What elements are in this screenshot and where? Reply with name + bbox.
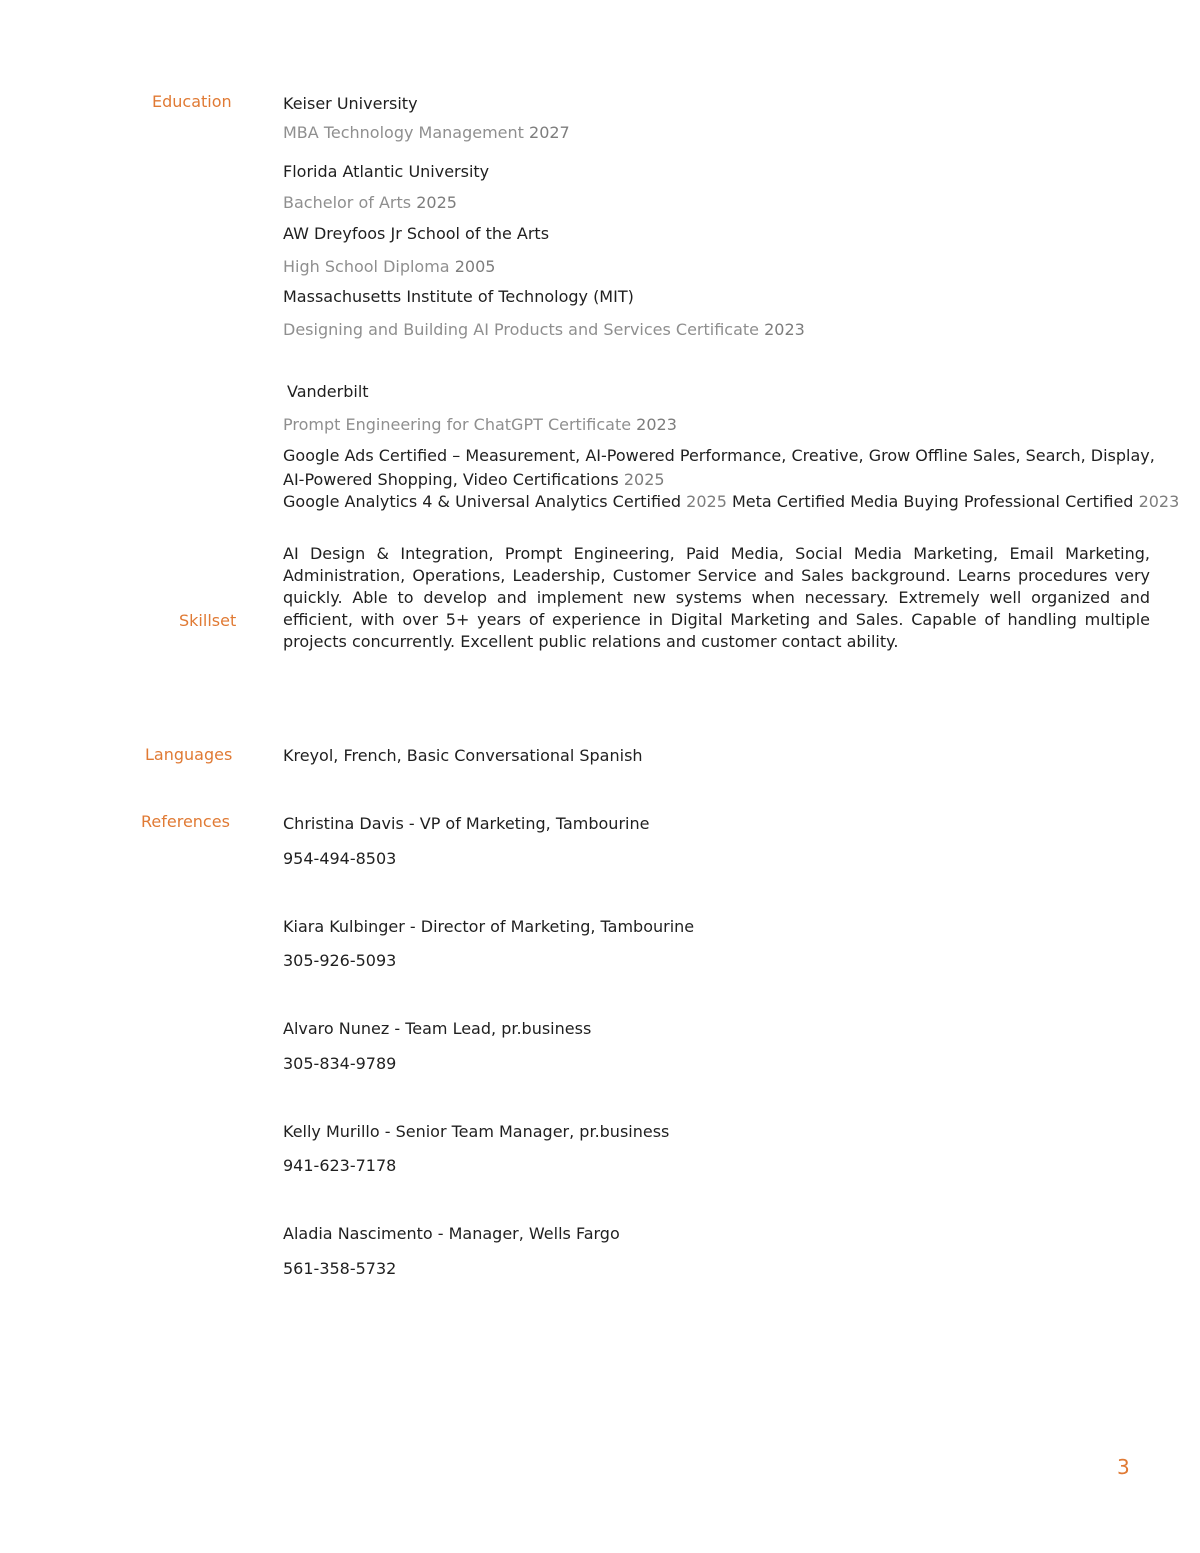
languages-text: Kreyol, French, Basic Conversational Spanish — [283, 746, 643, 765]
references-label: References — [141, 812, 230, 831]
google-ads-cert-text: AI-Powered Shopping, Video Certifications — [283, 470, 619, 489]
education-degree — [283, 257, 495, 277]
education-degree — [283, 320, 805, 340]
reference-phone: 305-926-5093 — [283, 951, 397, 970]
degree-name: Bachelor of Arts — [283, 193, 412, 212]
reference-name: Aladia Nascimento - Manager, Wells Fargo — [283, 1224, 620, 1243]
degree-year: 2023 — [764, 320, 805, 339]
page-number: 3 — [1117, 1455, 1130, 1479]
reference-name: Christina Davis - VP of Marketing, Tambourine — [283, 814, 650, 833]
skillset-paragraph: AI Design & Integration, Prompt Engineering, Paid Media, Social Media Marketing, Email Marketing, Administration, Operations, Leadership, Customer Service and Sales background. Learns procedures very quickly. Able to develop and implement new systems when necessary. Extremely well organized and efficient, with over 5+ years of experience in Digital Marketing and Sales. Capable of handling multiple projects concurrently. Excellent public relations and customer contact ability. — [283, 544, 1150, 651]
degree-name: MBA Technology Management — [283, 123, 524, 142]
analytics-cert-text: Google Analytics 4 & Universal Analytics Certified — [283, 492, 682, 511]
education-label: Education — [152, 92, 232, 111]
reference-phone: 941-623-7178 — [283, 1156, 397, 1175]
degree-name: High School Diploma — [283, 257, 450, 276]
degree-year: 2023 — [636, 415, 677, 434]
degree-year: 2025 — [416, 193, 457, 212]
reference-name: Kiara Kulbinger - Director of Marketing, Tambourine — [283, 917, 695, 936]
education-school: Florida Atlantic University — [283, 162, 490, 181]
education-degree — [283, 193, 457, 213]
education-school: Keiser University — [283, 94, 418, 113]
google-ads-cert-line1: Google Ads Certified – Measurement, AI-Powered Performance, Creative, Grow Offline Sales, Search, Display, — [283, 446, 1155, 465]
degree-year: 2027 — [529, 123, 570, 142]
reference-name: Kelly Murillo - Senior Team Manager, pr.business — [283, 1122, 670, 1141]
degree-year: 2005 — [454, 257, 496, 276]
education-school: Vanderbilt — [287, 382, 369, 401]
reference-phone: 954-494-8503 — [283, 849, 397, 868]
degree-name: Designing and Building AI Products and Services Certificate — [283, 320, 760, 339]
degree-name: Prompt Engineering for ChatGPT Certificate — [283, 415, 632, 434]
education-school: Massachusetts Institute of Technology (MIT) — [283, 287, 634, 306]
reference-phone: 305-834-9789 — [283, 1054, 397, 1073]
google-ads-cert-line2 — [283, 470, 665, 490]
analytics-meta-cert-line — [283, 492, 1179, 512]
skillset-label: Skillset — [179, 611, 237, 630]
analytics-cert-year: 2025 — [686, 492, 727, 511]
meta-cert-year: 2023 — [1138, 492, 1180, 511]
reference-phone: 561-358-5732 — [283, 1259, 397, 1278]
meta-cert-text: Meta Certified Media Buying Professional Certified — [731, 492, 1134, 511]
education-degree — [283, 123, 570, 143]
reference-name: Alvaro Nunez - Team Lead, pr.business — [283, 1019, 592, 1038]
education-degree — [283, 415, 677, 435]
education-school: AW Dreyfoos Jr School of the Arts — [283, 224, 550, 243]
languages-label: Languages — [145, 745, 233, 764]
google-ads-cert-year: 2025 — [623, 470, 665, 489]
